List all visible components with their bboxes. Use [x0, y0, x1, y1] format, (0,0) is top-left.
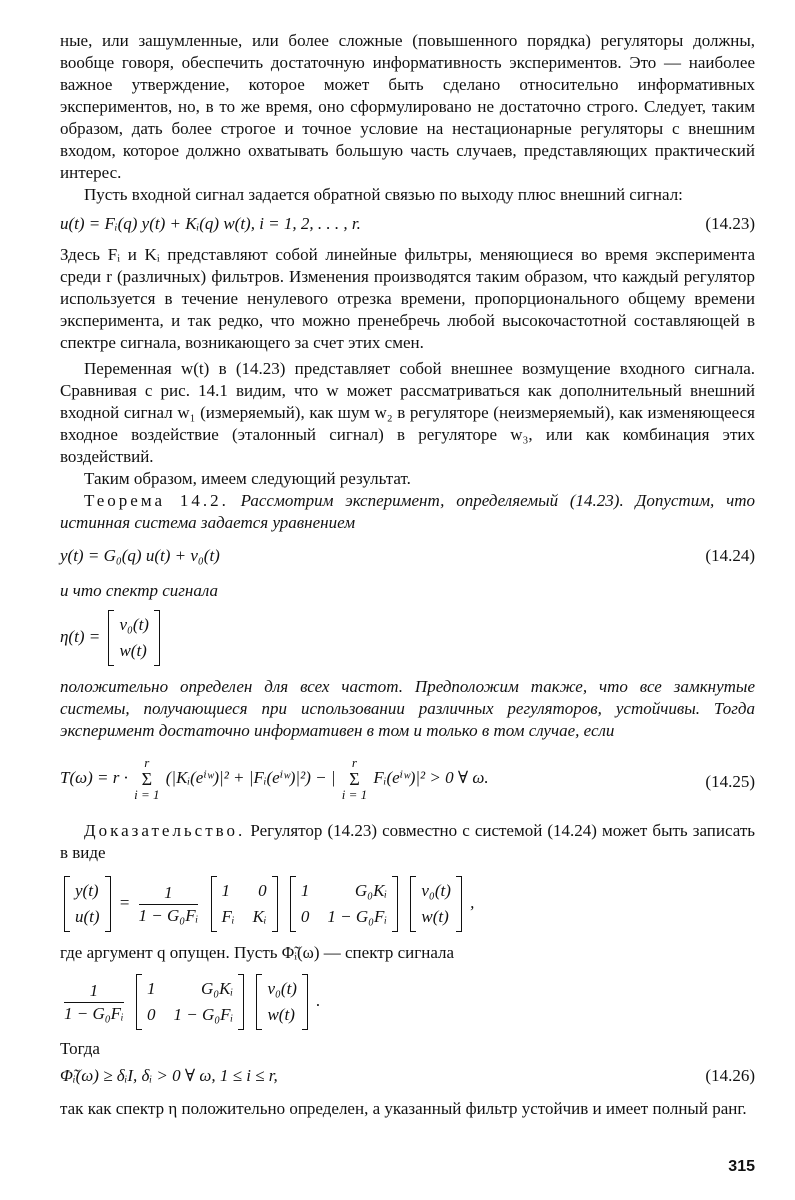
page-number: 315 — [728, 1158, 755, 1175]
equation-14-23-number: (14.23) — [705, 214, 755, 233]
paragraph-9: Тогда — [60, 1039, 100, 1058]
eq-14-25-term1: (|Kᵢ(eⁱʷ)|² + |Fᵢ(eⁱʷ)|²) − | — [165, 767, 336, 787]
matrix-b: 1 G₀Kᵢ 0 1 − G₀Fᵢ — [290, 876, 398, 932]
eq-14-25-term2: Fᵢ(eⁱʷ)|² > 0 ∀ ω. — [373, 767, 489, 787]
theorem-label: Теорема 14.2. — [84, 491, 229, 510]
equation-14-25-number: (14.25) — [705, 772, 755, 791]
eta-w: w(t) — [119, 641, 147, 660]
proof-paragraph — [60, 820, 755, 864]
matrix-equation: y(t) u(t) = $\frac{1}{\text{1 − G₀Fᵢ}}$ 1 0 Fᵢ Kᵢ 1 G₀Kᵢ 0 1 − G₀Fᵢ v₀(t) w(t) , — [60, 876, 755, 932]
equation-14-26-number: (14.26) — [705, 1066, 755, 1085]
eta-lhs: η(t) = — [60, 626, 101, 646]
filter-fraction: $\frac{1}{\text{1 − G₀Fᵢ}}$ — [64, 980, 124, 1023]
theorem-text: Рассмотрим эксперимент, определяемый (14.23). Допустим, что истинная система задается уравнением — [60, 491, 755, 532]
theorem-paragraph — [60, 490, 755, 534]
eq-14-25-lhs: T(ω) = r · — [60, 767, 128, 787]
proof-text: Регулятор (14.23) совместно с системой (14.24) может быть записать в виде — [60, 821, 756, 862]
matrix-a: 1 0 Fᵢ Kᵢ — [211, 876, 278, 932]
filter-expression: $\frac{1}{\text{1 − G₀Fᵢ}}$ 1 G₀Kᵢ 0 1 − G₀Fᵢ v₀(t) w(t) . — [60, 974, 755, 1030]
equation-14-23-body: u(t) = Fᵢ(q) y(t) + Kᵢ(q) w(t), i = 1, 2, . . . , r. — [60, 214, 361, 233]
equation-14-26 — [60, 1064, 755, 1088]
paragraph-6: и что спектр сигнала — [60, 581, 218, 600]
yu-vector: y(t) u(t) — [64, 876, 111, 932]
equation-14-24 — [60, 544, 755, 568]
matrix-fraction: $\frac{1}{\text{1 − G₀Fᵢ}}$ — [138, 882, 199, 925]
equation-14-24-body: y(t) = G₀(q) u(t) + v₀(t) — [60, 546, 220, 565]
v0w-vector: v₀(t) w(t) — [410, 876, 462, 932]
equation-14-25 — [60, 756, 755, 806]
equation-14-24-number: (14.24) — [705, 546, 755, 565]
eta-v0: v₀(t) — [119, 615, 149, 634]
sum-symbol-2: r Σ i = 1 — [341, 755, 368, 802]
filter-matrix: 1 G₀Kᵢ 0 1 − G₀Fᵢ — [136, 974, 244, 1030]
paragraph-10: так как спектр η положительно определен, а указанный фильтр устойчив и имеет полный ранг. — [60, 1099, 747, 1118]
paragraph-2: Пусть входной сигнал задается обратной связью по выходу плюс внешний сигнал: — [84, 185, 683, 204]
paragraph-1: ные, или зашумленные, или более сложные (повышенного порядка) регуляторы должны, вообще говоря, обеспечить достаточную информативность экспериментов. Это — наиболее важное утверждение, которое может быть сделано относительно информативных экспериментов, но, в то же время, оно сформулировано не достаточно строго. Следует, таким образом, дать более строгое и точное условие на нестационарные регуляторы с внешним входом, которое должно охватывать большую часть случаев, представляющих практический интерес. — [60, 31, 755, 182]
eta-definition — [60, 610, 755, 666]
equation-14-26-body: Φ̃ᵢ(ω) ≥ δᵢI, δᵢ > 0 ∀ ω, 1 ≤ i ≤ r, — [60, 1066, 278, 1085]
paragraph-5: Таким образом, имеем следующий результат. — [84, 469, 411, 488]
paragraph-8: где аргумент q опущен. Пусть Φ̃ᵢ(ω) — спектр сигнала — [60, 943, 455, 962]
sum-symbol-1: r Σ i = 1 — [134, 755, 160, 802]
filter-vector: v₀(t) w(t) — [256, 974, 308, 1030]
paragraph-4: Переменная w(t) в (14.23) представляет собой внешнее возмущение входного сигнала. Сравнивая с рис. 14.1 видим, что w может рассматриваться как дополнительный внешний входной сигнал w₁ (измеряемый), как шум w₂ в регуляторе (неизмеряемый), как изменяющееся входное воздействие (эталонный сигнал) в регуляторе w₃, или как комбинация этих воздействий. — [60, 359, 755, 466]
equation-14-23 — [60, 212, 755, 236]
eta-vector — [108, 610, 160, 666]
paragraph-7: положительно определен для всех частот. Предположим также, что все замкнутые системы, получающиеся при использовании различных регуляторов, устойчивы. Тогда эксперимент достаточно информативен в том и только в том случае, если — [60, 677, 755, 740]
paragraph-3: Здесь Fᵢ и Kᵢ представляют собой линейные фильтры, меняющиеся во время эксперимента среди r (различных) фильтров. Изменения производятся таким образом, что каждый регулятор используется в течение ненулевого отрезка времени, пропорционального общему времени эксперимента, и так редко, что можно пренебречь любой высокочастотной составляющей в спектре сигнала, возникающего за счет этих смен. — [60, 245, 755, 352]
proof-label: Доказательство. — [84, 821, 246, 840]
